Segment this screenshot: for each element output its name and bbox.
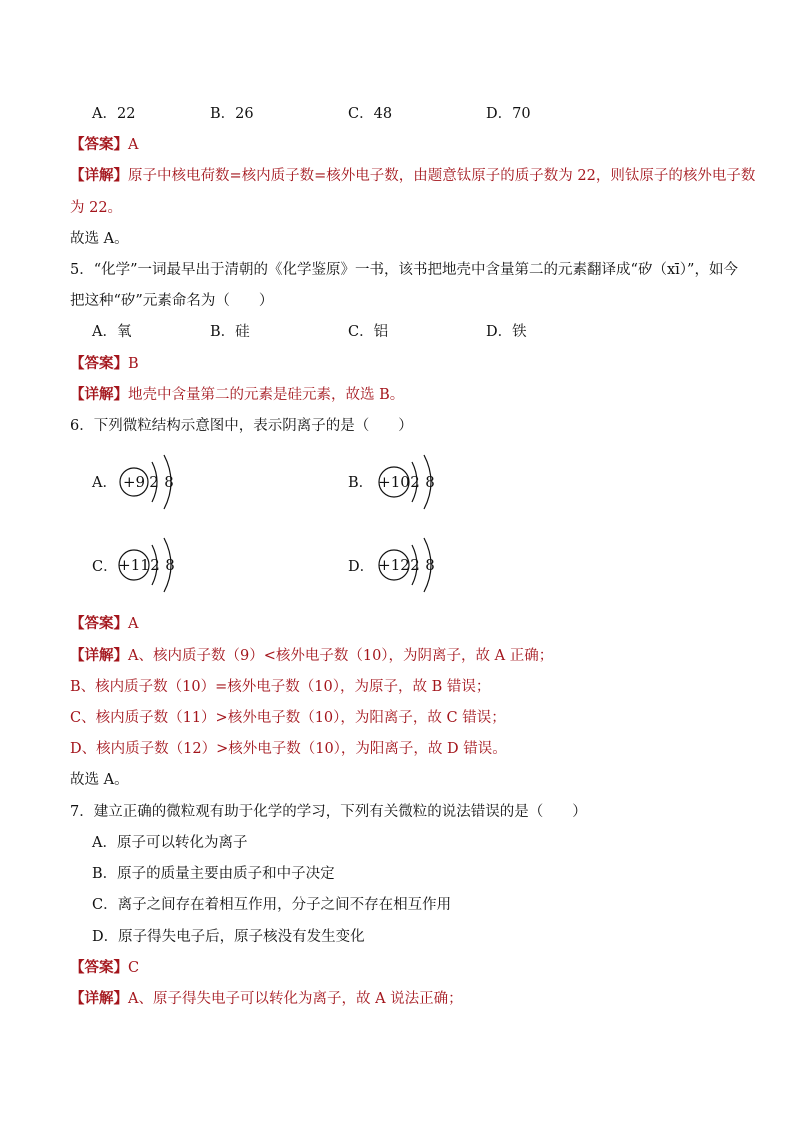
q5-stem-line1: 5．“化学”一词最早出于清朝的《化学鉴原》一书，该书把地壳中含量第二的元素翻译成“矽（xī）”，如今 bbox=[70, 262, 738, 278]
answer-tag: 【答案】 bbox=[70, 959, 128, 976]
answer-tag: 【答案】 bbox=[70, 136, 128, 153]
q7-option-b: B．原子的质量主要由质子和中子决定 bbox=[92, 866, 335, 882]
q6-option-d-diagram bbox=[372, 535, 447, 595]
detail-tag: 【详解】 bbox=[70, 647, 128, 664]
q6-detail-a bbox=[70, 644, 553, 665]
nucleus-charge: +9 bbox=[122, 473, 146, 491]
q7-answer bbox=[70, 956, 139, 977]
q4-option-d: D．70 bbox=[486, 106, 531, 122]
q4-option-a: A．22 bbox=[92, 106, 136, 122]
answer-value: B bbox=[128, 356, 139, 372]
answer-value: C bbox=[128, 960, 140, 976]
q7-option-c: C．离子之间存在着相互作用，分子之间不存在相互作用 bbox=[92, 897, 452, 913]
q7-detail-a bbox=[70, 987, 463, 1008]
nucleus-charge: +12 bbox=[378, 556, 410, 574]
q6-option-d-letter: D． bbox=[348, 559, 375, 575]
q4-option-c: C．48 bbox=[348, 106, 393, 122]
shell-1-electrons: 2 bbox=[150, 556, 160, 574]
q4-answer bbox=[70, 133, 138, 154]
q5-detail bbox=[70, 383, 404, 404]
q6-option-b-diagram bbox=[372, 452, 447, 512]
q6-option-a-diagram bbox=[114, 452, 189, 512]
detail-text: A、原子得失电子可以转化为离子，故 A 说法正确； bbox=[128, 991, 463, 1007]
q5-option-c: C．铝 bbox=[348, 324, 389, 340]
detail-tag: 【详解】 bbox=[70, 990, 128, 1007]
shell-2-electrons: 8 bbox=[164, 473, 174, 491]
detail-text: 原子中核电荷数=核内质子数=核外电子数，由题意钛原子的质子数为 22，则钛原子的核外电子数 bbox=[128, 168, 756, 184]
q6-option-a-letter: A． bbox=[92, 475, 117, 491]
q5-answer bbox=[70, 352, 139, 373]
detail-text: A、核内质子数（9）<核外电子数（10），为阴离子，故 A 正确； bbox=[128, 648, 554, 664]
shell-1-electrons: 2 bbox=[149, 473, 159, 491]
q6-detail-c: C、核内质子数（11）>核外电子数（10），为阳离子，故 C 错误； bbox=[70, 710, 506, 726]
answer-tag: 【答案】 bbox=[70, 615, 128, 632]
shell-2-electrons: 8 bbox=[425, 473, 435, 491]
answer-value: A bbox=[128, 616, 139, 632]
q5-option-b: B．硅 bbox=[210, 324, 250, 340]
q4-conclusion: 故选 A。 bbox=[70, 231, 129, 247]
q4-detail-line1 bbox=[70, 164, 755, 185]
q5-stem-line2: 把这种“矽”元素命名为（ ） bbox=[70, 293, 274, 309]
shell-1-electrons: 2 bbox=[410, 473, 420, 491]
detail-tag: 【详解】 bbox=[70, 386, 128, 403]
q6-stem: 6．下列微粒结构示意图中，表示阴离子的是（ ） bbox=[70, 418, 413, 434]
nucleus-charge: +10 bbox=[378, 473, 410, 491]
q6-detail-b: B、核内质子数（10）=核外电子数（10），为原子，故 B 错误； bbox=[70, 679, 491, 695]
q7-stem: 7．建立正确的微粒观有助于化学的学习，下列有关微粒的说法错误的是（ ） bbox=[70, 804, 587, 820]
detail-text: 地壳中含量第二的元素是硅元素，故选 B。 bbox=[128, 387, 405, 403]
shell-1-electrons: 2 bbox=[410, 556, 420, 574]
q4-option-b: B．26 bbox=[210, 106, 254, 122]
shell-2-electrons: 8 bbox=[165, 556, 175, 574]
q6-conclusion: 故选 A。 bbox=[70, 772, 129, 788]
q6-answer bbox=[70, 612, 138, 633]
q5-option-a: A．氧 bbox=[92, 324, 132, 340]
q7-option-d: D．原子得失电子后，原子核没有发生变化 bbox=[92, 929, 365, 945]
q6-detail-d: D、核内质子数（12）>核外电子数（10），为阳离子，故 D 错误。 bbox=[70, 741, 507, 757]
detail-tag: 【详解】 bbox=[70, 167, 128, 184]
answer-value: A bbox=[128, 137, 139, 153]
q6-option-c-letter: C． bbox=[92, 559, 118, 575]
q6-option-b-letter: B． bbox=[348, 475, 374, 491]
answer-tag: 【答案】 bbox=[70, 355, 128, 372]
q5-option-d: D．铁 bbox=[486, 324, 527, 340]
nucleus-charge: +11 bbox=[118, 556, 150, 574]
q4-detail-line2: 为 22。 bbox=[70, 200, 123, 216]
q7-option-a: A．原子可以转化为离子 bbox=[92, 835, 248, 851]
q6-option-c-diagram bbox=[114, 535, 189, 595]
shell-2-electrons: 8 bbox=[425, 556, 435, 574]
